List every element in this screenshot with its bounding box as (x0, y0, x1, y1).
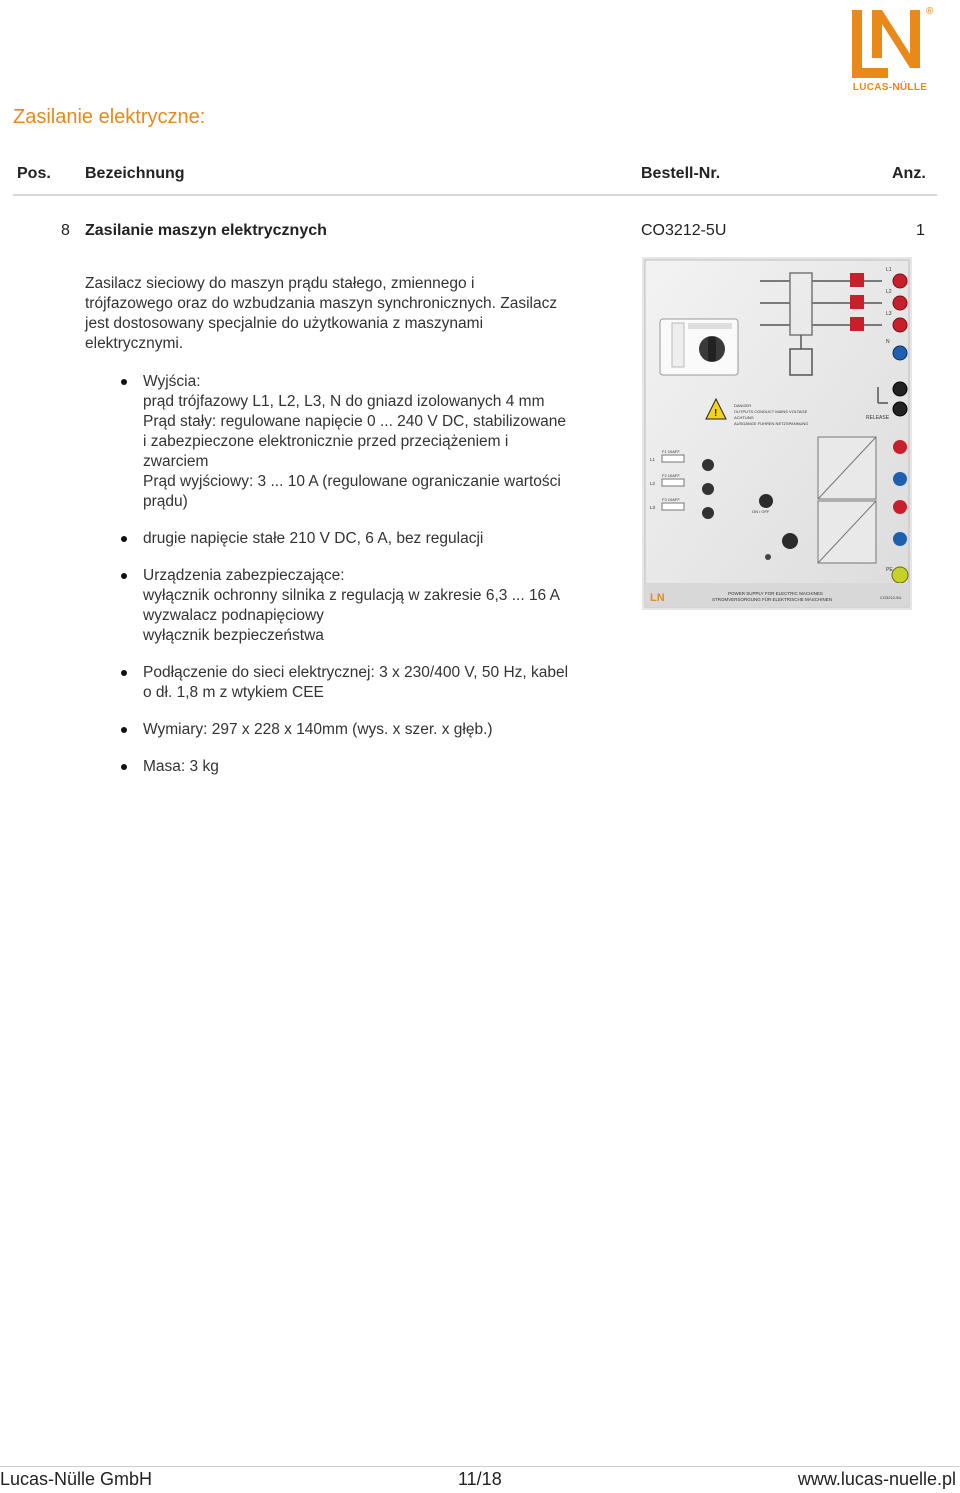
footer-page-number: 11/18 (458, 1469, 502, 1489)
bullet-line: Podłączenie do sieci elektrycznej: 3 x 230/400 V, 50 Hz, kabel (143, 664, 569, 681)
bullet-line: Masa: 3 kg (143, 758, 219, 775)
panel-title-en: POWER SUPPLY FOR ELECTRIC MACHINES (728, 591, 823, 596)
power-supply-panel-illustration (642, 257, 912, 610)
warning-text: AUSGÄNGE FÜHREN NETZSPANNUNG (734, 421, 809, 426)
bullet-line: Wyjścia: (143, 373, 201, 390)
terminal-label: L2 (886, 289, 892, 295)
feature-mass (115, 757, 635, 777)
phase-label: L3 (650, 505, 656, 510)
feature-list (115, 372, 635, 794)
bullet-line: prądu) (143, 493, 188, 510)
terminal-label: L1 (886, 267, 892, 273)
bullet-line: zwarciem (143, 453, 209, 470)
bullet-line: Prąd stały: regulowane napięcie 0 ... 240 V DC, stabilizowane (143, 413, 567, 430)
header-pos: Pos. (17, 165, 51, 182)
bullet-line: Wymiary: 297 x 228 x 140mm (wys. x szer. x głęb.) (143, 721, 493, 738)
bullet-line: wyłącznik ochronny silnika z regulacją w zakresie 6,3 ... 16 A (143, 587, 560, 604)
header-divider (13, 194, 937, 196)
bullet-line: Urządzenia zabezpieczające: (143, 567, 345, 584)
feature-mains-connection (115, 663, 635, 703)
terminal-label: N (886, 339, 890, 345)
phase-label: L1 (650, 457, 656, 462)
footer-divider (0, 1466, 960, 1467)
panel-model: CO3212-5U (880, 595, 902, 600)
item-order-number: CO3212-5U (641, 222, 727, 239)
pe-label: PE (886, 567, 893, 573)
description-line: trójfazowego oraz do wzbudzania maszyn synchronicznych. Zasilacz (85, 295, 558, 312)
header-bestell-nr: Bestell-Nr. (641, 165, 721, 182)
description-line: jest dostosowany specjalnie do użytkowania z maszynami (85, 315, 484, 332)
warning-text: ACHTUNG (734, 415, 754, 420)
panel-title-de: STROMVERSORGUNG FÜR ELEKTRISCHE MASCHINEN (712, 597, 833, 602)
panel-brand: LN (650, 592, 665, 604)
feature-dimensions (115, 720, 635, 740)
feature-second-dc (115, 529, 635, 549)
feature-protection (115, 566, 635, 646)
registered-mark: ® (926, 6, 934, 17)
description-line: Zasilacz sieciowy do maszyn prądu stałego, zmiennego i (85, 275, 475, 292)
logo-brand-text: LUCAS-NÜLLE (852, 82, 928, 93)
item-name: Zasilanie maszyn elektrycznych (85, 222, 327, 239)
item-description (85, 274, 645, 354)
phase-label: L2 (650, 481, 656, 486)
bullet-line: prąd trójfazowy L1, L2, L3, N do gniazd izolowanych 4 mm (143, 393, 545, 410)
warning-text: DANGER (734, 403, 752, 408)
ln-logo-icon (848, 6, 932, 82)
header-bezeichnung: Bezeichnung (85, 165, 185, 182)
warning-text: OUTPUTS CONDUCT MAINS VOLTAGE (734, 409, 808, 414)
fuse-label: F1 10AFF (662, 449, 680, 454)
release-label: RELEASE (866, 415, 890, 421)
footer-website[interactable]: www.lucas-nuelle.pl (797, 1469, 956, 1489)
switch-label: ON / OFF (752, 509, 770, 514)
item-pos: 8 (61, 222, 70, 239)
feature-outputs (115, 372, 635, 512)
bullet-line: i zabezpieczone elektronicznie przed przeciążeniem i (143, 433, 509, 450)
bullet-line: wyzwalacz podnapięciowy (143, 607, 324, 624)
bullet-line: Prąd wyjściowy: 3 ... 10 A (regulowane ograniczanie wartości (143, 473, 561, 490)
relay-indicators (850, 273, 864, 331)
terminal-label: L3 (886, 311, 892, 317)
footer-company: Lucas-Nülle GmbH (0, 1469, 153, 1489)
fuse-label: F3 10AFF (662, 497, 680, 502)
product-image (642, 257, 912, 610)
bullet-line: o dł. 1,8 m z wtykiem CEE (143, 684, 324, 701)
bullet-line: drugie napięcie stałe 210 V DC, 6 A, bez regulacji (143, 530, 484, 547)
bullet-line: wyłącznik bezpieczeństwa (143, 627, 324, 644)
header-anz: Anz. (892, 165, 926, 182)
fuse-label: F2 10AFF (662, 473, 680, 478)
company-logo (848, 6, 940, 98)
item-quantity: 1 (916, 222, 925, 239)
description-line: elektrycznymi. (85, 335, 184, 352)
section-title: Zasilanie elektryczne: (13, 106, 206, 128)
svg-text:!: ! (714, 408, 718, 419)
